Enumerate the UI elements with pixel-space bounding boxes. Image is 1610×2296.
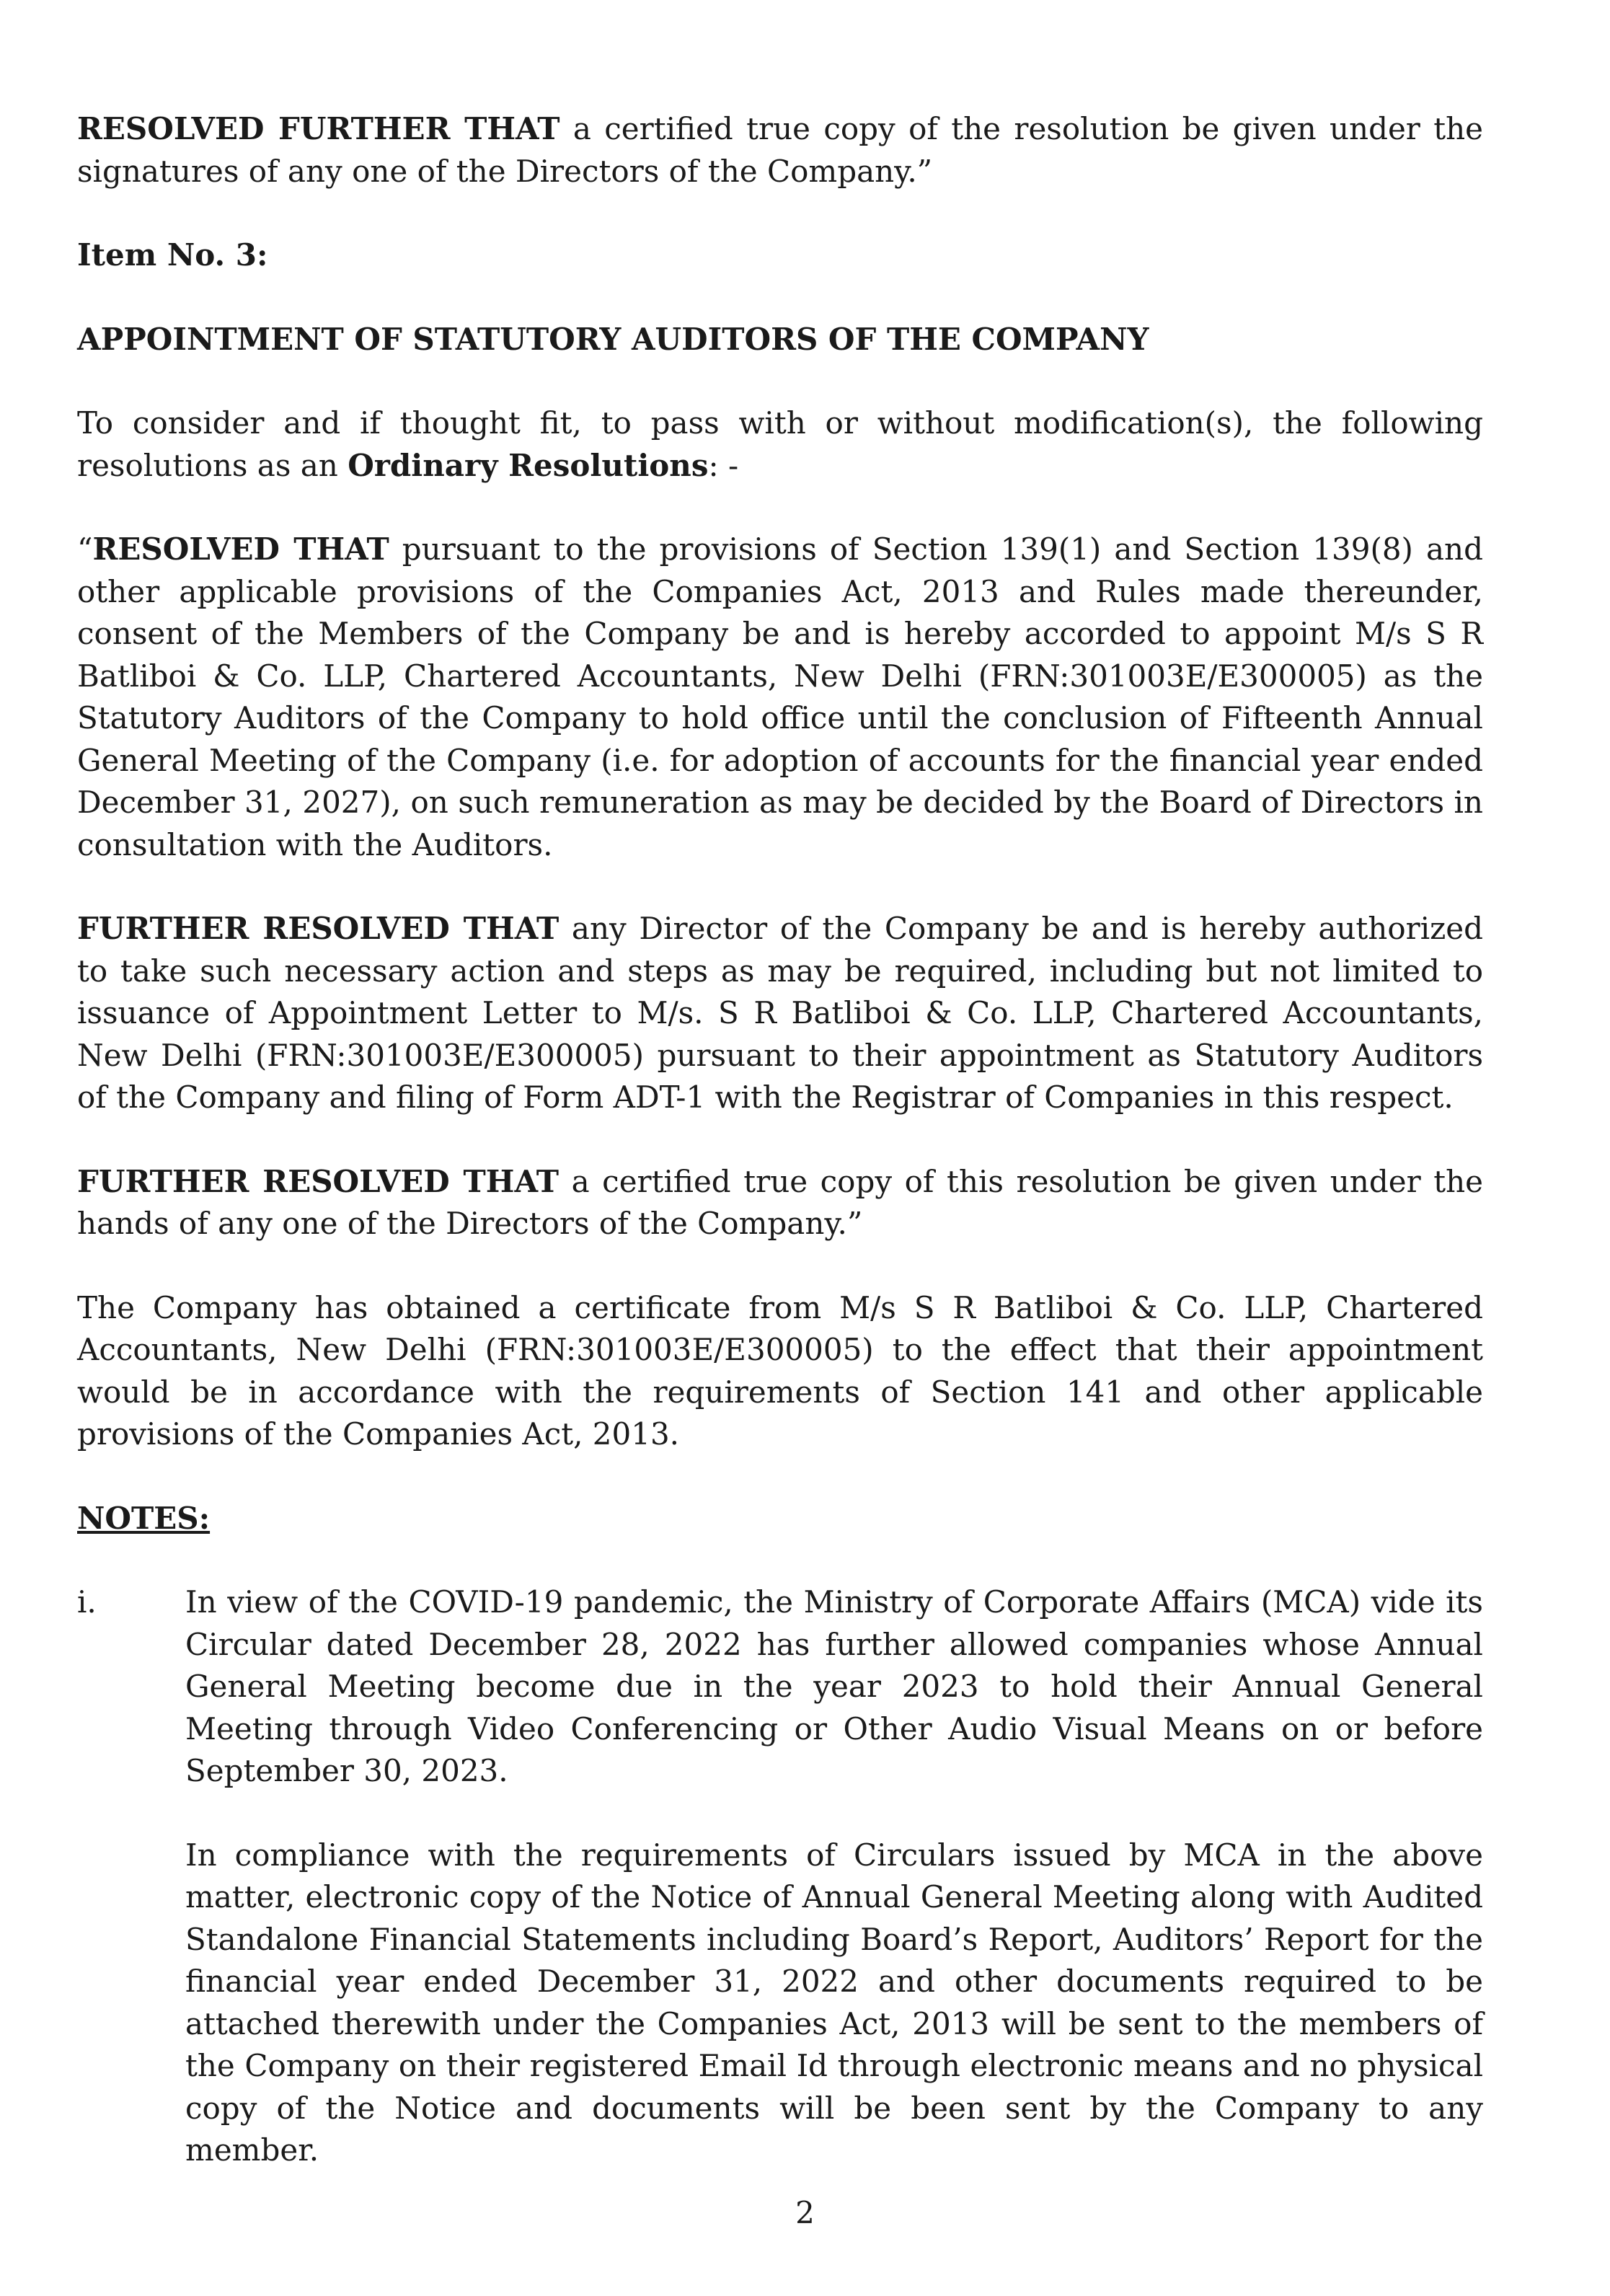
resolution-text: a certified true copy of this resolution be given under the hands of any one of the Directors of the Company.” [77, 1163, 1484, 1241]
consider-text: To consider and if thought fit, to pass with or without modification(s), the following resolutions as an [77, 405, 1483, 483]
ordinary-resolutions-label: Ordinary Resolutions [348, 447, 709, 483]
note-body [185, 1581, 1483, 2172]
consider-paragraph [77, 402, 1483, 487]
resolution-lead: RESOLVED THAT [92, 531, 389, 567]
document-page [77, 108, 1483, 2214]
resolution-lead: FURTHER RESOLVED THAT [77, 1163, 559, 1199]
note-item [77, 1581, 1483, 2172]
resolution-text: any Director of the Company be and is hereby authorized to take such necessary action and steps as may be required, including but not limited to issuance of Appointment Letter to M/s. S R Batliboi & Co. LLP, Chartered Accountants, New Delhi (FRN:301003E/E300005) pursuant to their appointment as Statutory Auditors of the Company and filing of Form ADT-1 with the Registrar of Companies in this respect. [77, 911, 1484, 1115]
resolution-text: a certified true copy of the resolution be given under the signatures of any one of the Directors of the Company.” [77, 111, 1483, 189]
resolution-lead: FURTHER RESOLVED THAT [77, 911, 559, 946]
resolution-text: pursuant to the provisions of Section 139(1) and Section 139(8) and other applicable provisions of the Companies Act, 2013 and Rules made thereunder, consent of the Members of the Company be and is hereby accorded to appoint M/s S R Batliboi & Co. LLP, Chartered Accountants, New Delhi (FRN:301003E/E300005) as the Statutory Auditors of the Company to hold office until the conclusion of Fifteenth Annual General Meeting of the Company (i.e. for adoption of accounts for the financial year ended December 31, 2027), on such remuneration as may be decided by the Board of Directors in consultation with the Auditors. [77, 531, 1483, 862]
item-number: Item No. 3: [77, 237, 268, 273]
resolution-certified-copy [77, 1161, 1483, 1245]
note-paragraph: In compliance with the requirements of Circulars issued by MCA in the above matter, electronic copy of the Notice of Annual General Meeting along with Audited Standalone Financial Statements including Board’s Report, Auditors’ Report for the financial year ended December 31, 2022 and other documents required to be attached therewith under the Companies Act, 2013 will be sent to the members of the Company on their registered Email Id through electronic means and no physical copy of the Notice and documents will be been sent by the Company to any member. [185, 1837, 1483, 2168]
resolution-lead: RESOLVED FURTHER THAT [77, 111, 560, 146]
open-quote: “ [77, 531, 93, 567]
resolution-appoint-auditors [77, 529, 1483, 866]
resolution-further-certified-copy [77, 108, 1483, 193]
item-title: APPOINTMENT OF STATUTORY AUDITORS OF THE COMPANY [77, 321, 1149, 357]
certificate-paragraph: The Company has obtained a certificate from M/s S R Batliboi & Co. LLP, Chartered Accountants, New Delhi (FRN:301003E/E300005) to the effect that their appointment would be in accordance with the requirements of Section 141 and other applicable provisions of the Companies Act, 2013. [77, 1289, 1483, 1452]
notes-heading: NOTES: [77, 1500, 211, 1536]
page-number: 2 [795, 2195, 815, 2230]
note-marker: i. [77, 1584, 97, 1620]
consider-tail: : - [708, 447, 739, 483]
note-paragraph: In view of the COVID-19 pandemic, the Ministry of Corporate Affairs (MCA) vide its Circular dated December 28, 2022 has further allowed companies whose Annual General Meeting become due in the year 2023 to hold their Annual General Meeting through Video Conferencing or Other Audio Visual Means on or before September 30, 2023. [185, 1584, 1483, 1788]
resolution-authorize-director [77, 908, 1483, 1119]
